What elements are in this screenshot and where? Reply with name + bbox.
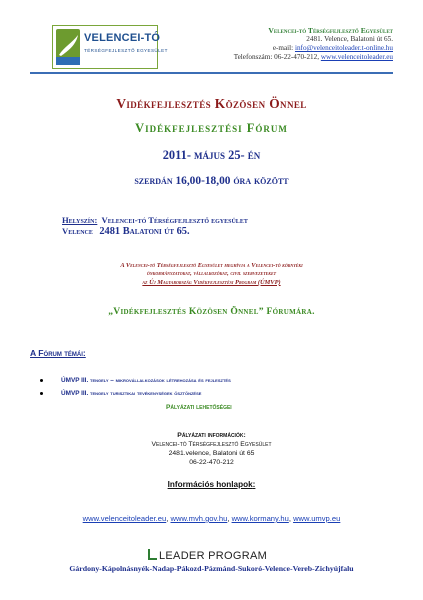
- lake-leaf-icon: [56, 29, 80, 65]
- info-address: 2481.velence, Balatoni út 65: [168, 450, 255, 457]
- invite-line-1: A Velencei-tó Térségfejlesztő Egyesület meghívja a Velencei-tó környéki: [120, 262, 303, 269]
- header-organization: Velencei-tó Térségfejlesztő Egyesület: [268, 26, 393, 35]
- invitation-text: [30, 262, 393, 287]
- leader-program-logo: LEADER PROGRAM: [148, 549, 267, 562]
- website-link[interactable]: www.velenceitoleader.eu: [320, 53, 393, 61]
- link-kormany[interactable]: www.kormany.hu: [231, 514, 289, 523]
- main-title: Vidékfejlesztés Közösen Önnel: [116, 96, 307, 111]
- funding-opportunities: Pályázati lehetőségei: [166, 404, 232, 411]
- link-umvp[interactable]: www.umvp.eu: [293, 514, 341, 523]
- info-phone: 06-22-470-212: [189, 459, 234, 466]
- organization-logo: [52, 25, 168, 69]
- forum-name: „Vidékfejlesztés Közösen Önnel” Fórumára.: [108, 306, 315, 317]
- link-mvh[interactable]: www.mvh.gov.hu: [170, 514, 228, 523]
- websites-heading: Információs honlapok:: [167, 480, 256, 489]
- venue-address: 2481 Balatoni út 65.: [99, 226, 190, 237]
- info-heading: Pályázati információk:: [177, 432, 246, 439]
- footer-towns: Gárdony-Kápolnásnyék-Nadap-Pákozd-Pázmánd-Sukoró-Velence-Vereb-Zichyújfalu: [69, 564, 354, 573]
- topic-item: ÚMVP III. tengely turisztikai tevékenységek ösztönzése: [40, 390, 201, 397]
- header-address: 2481. Velence, Balatoni út 65.: [306, 35, 393, 43]
- email-link[interactable]: info@velenceitoleader.t-online.hu: [294, 44, 393, 52]
- event-date: 2011- május 25- én: [162, 148, 261, 162]
- forum-title: Vidékfejlesztési Fórum: [135, 121, 288, 135]
- invite-line-2: önkormányzatokat, vállalkozókat, civil szervezeteket: [146, 270, 277, 278]
- email-label: e-mail:: [272, 44, 295, 52]
- event-time: szerdán 16,00-18,00 óra között: [134, 175, 289, 187]
- invite-line-3: az Új Magyarország Vidékfejlesztési Program (ÚMVP): [142, 278, 281, 286]
- venue-line1: Velencei-tó Térségfejlesztő egyesület: [101, 215, 248, 225]
- websites-links: www.velenceitoleader.eu, www.mvh.gov.hu, www.kormany.hu, www.umvp.eu: [82, 514, 341, 523]
- info-organization: Velencei-tó Térségfejlesztő Egyesület: [151, 441, 272, 448]
- phone-label: Telefonszám: 06-22-470-212,: [233, 53, 321, 61]
- link-velenceitoleader[interactable]: www.velenceitoleader.eu: [82, 514, 167, 523]
- topics-heading: A Fórum témái:: [30, 348, 86, 358]
- bullet-icon: [40, 379, 43, 382]
- header-email-line: [273, 44, 393, 53]
- venue-block: [62, 215, 248, 237]
- venue-label: Helyszín:: [62, 215, 98, 225]
- header-divider: [30, 72, 393, 74]
- bullet-icon: [40, 392, 43, 395]
- logo-subtitle: TÉRSÉGFEJLESZTŐ EGYESÜLET: [84, 48, 168, 53]
- header-phone-line: [234, 53, 393, 62]
- venue-city: Velence: [62, 226, 93, 236]
- logo-name: VELENCEI-TÓ: [84, 32, 161, 44]
- topic-item: ÚMVP III. tengely – mikrovállalkozások létrehozása és fejlesztés: [40, 377, 231, 384]
- leader-icon: [148, 549, 157, 560]
